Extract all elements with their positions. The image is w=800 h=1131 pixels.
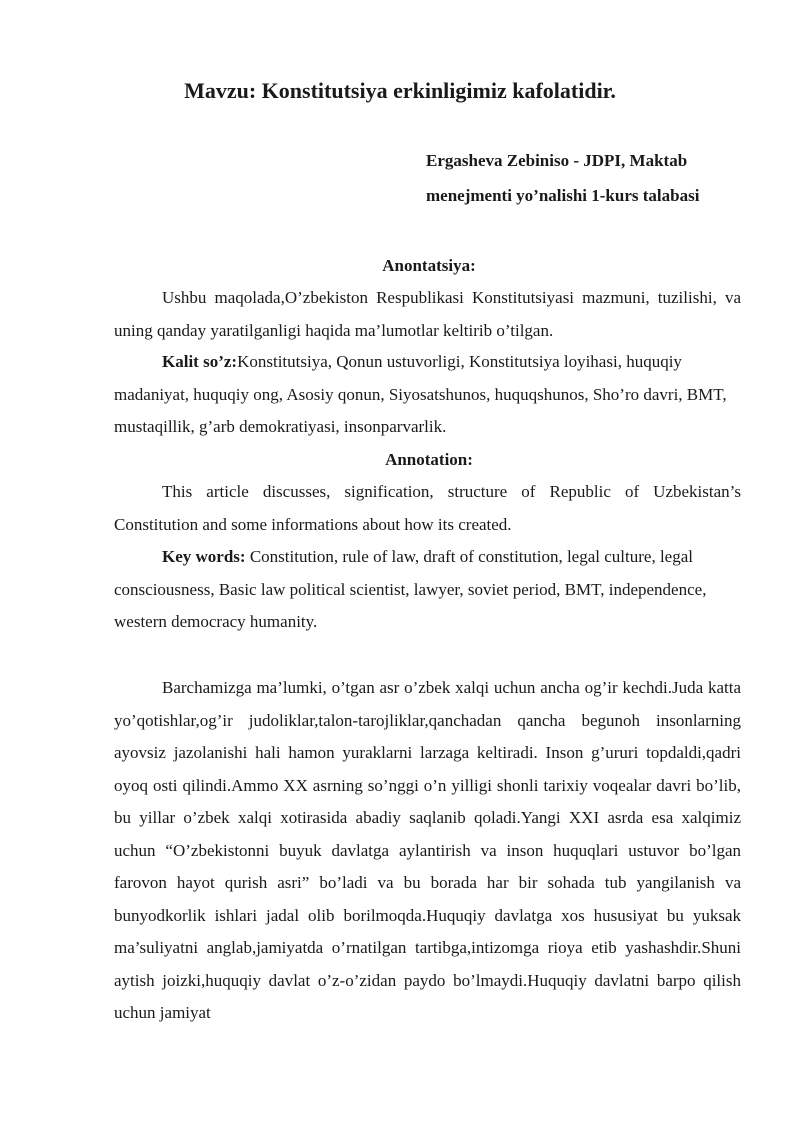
annotation-en-text: This article discusses, signification, structure of Republic of Uzbekistan’s Constitution and some informations about how its created. bbox=[114, 482, 741, 534]
author-line-1: Ergasheva Zebiniso - JDPI, Maktab bbox=[426, 151, 688, 170]
annotation-uz-text: Ushbu maqolada,O’zbekiston Respublikasi Konstitutsiyasi mazmuni, tuzilishi, va uning qanday yaratilganligi haqida ma’lumotlar keltirib o’tilgan. bbox=[114, 288, 741, 340]
author-line-2: menejmenti yo’nalishi 1-kurs talabasi bbox=[426, 186, 700, 205]
keywords-en-label: Key words: bbox=[162, 547, 246, 566]
keywords-uz-paragraph bbox=[114, 346, 741, 444]
annotation-en-heading: Annotation: bbox=[385, 450, 473, 469]
keywords-en-text: Constitution, rule of law, draft of constitution, legal culture, legal consciousness, Basic law political scientist, lawyer, soviet period, BMT, independence, western democracy humanity. bbox=[114, 547, 707, 631]
document-title: Mavzu: Konstitutsiya erkinligimiz kafolatidir. bbox=[184, 78, 616, 103]
keywords-en-paragraph bbox=[114, 541, 741, 639]
keywords-uz-text: Konstitutsiya, Qonun ustuvorligi, Konstitutsiya loyihasi, huquqiy madaniyat, huquqiy ong, Asosiy qonun, Siyosatshunos, huquqshunos, Sho’ro davri, BMT, mustaqillik, g’arb demokratiyasi, insonparvarlik. bbox=[114, 352, 727, 436]
body-paragraph: Barchamizga ma’lumki, o’tgan asr o’zbek xalqi uchun ancha og’ir kechdi.Juda katta yo’qotishlar,og’ir judoliklar,talon-tarojliklar,qanchadan qancha begunoh insonlarning ayovsiz jazolanishi hali hamon yuraklarni larzaga keltiradi. Inson g’ururi topdaldi,qadri oyoq osti qilindi.Ammo XX asrning so’nggi o’n yilligi shonli tarixiy voqealar davri bo’lib, bu yillar o’zbek xalqi xotirasida abadiy saqlanib qoladi.Yangi XXI asrda esa xalqimiz uchun “O’zbekistonni buyuk davlatga aylantirish va inson huquqlari ustuvor bo’lgan farovon hayot qurish asri” bo’ladi va bu borada har bir sohada tub yangilanish va bunyodkorlik ishlari jadal olib borilmoqda.Huquqiy davlatga xos hususiyat bu yuksak ma’suliyatni anglab,jamiyatda o’rnatilgan tartibga,intizomga rioya etib yashashdir.Shuni aytish joizki,huquqiy davlat o’z-o’zidan paydo bo’lmaydi.Huquqiy davlatni barpo qilish uchun jamiyat bbox=[114, 678, 741, 1022]
keywords-uz-label: Kalit so’z: bbox=[162, 352, 238, 371]
annotation-uz-heading: Anontatsiya: bbox=[382, 256, 476, 275]
